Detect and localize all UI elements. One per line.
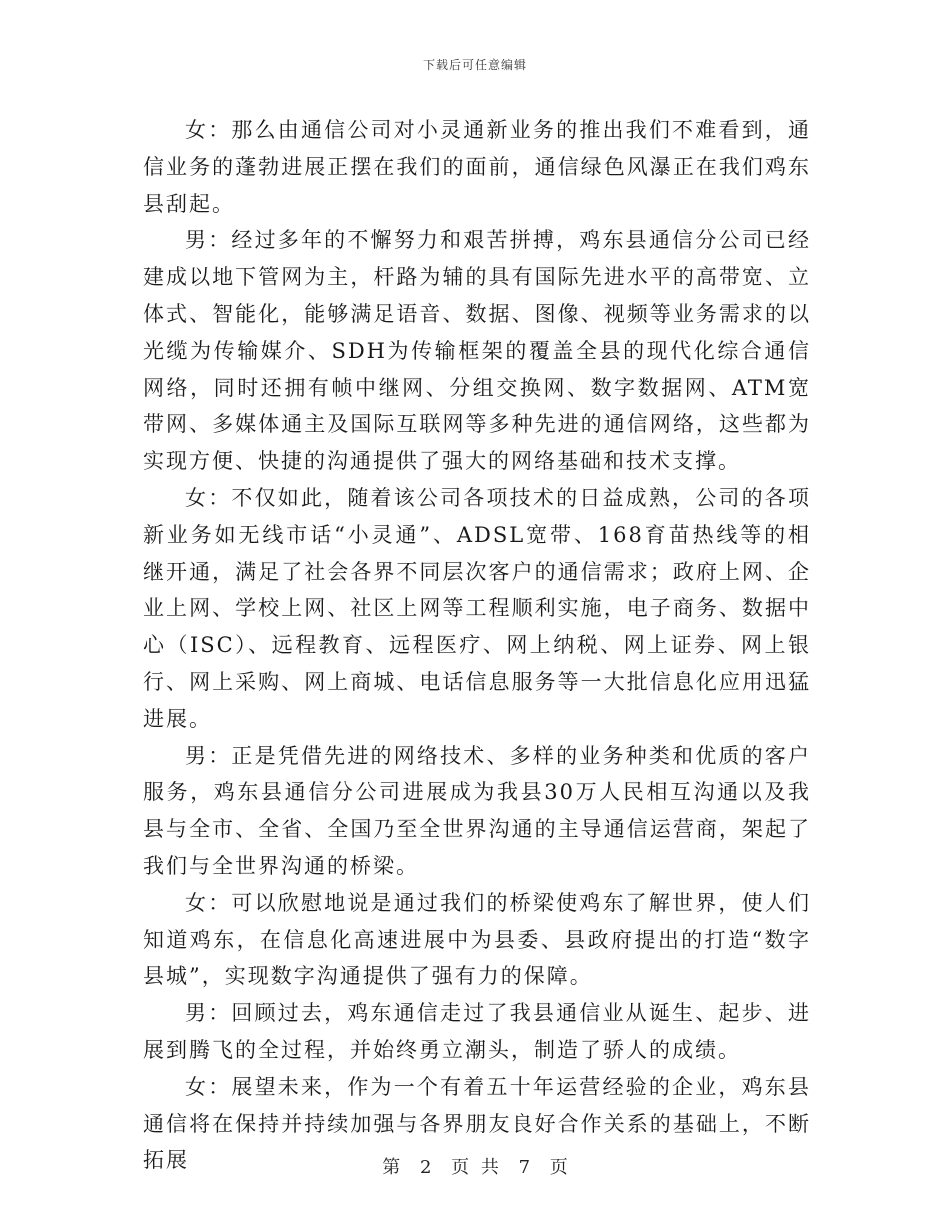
paragraph: 女：展望未来，作为一个有着五十年运营经验的企业，鸡东县通信将在保持并持续加强与各界朋友良好合作关系的基础上，不断拓展 [143,1074,811,1173]
paragraph: 女：那么由通信公司对小灵通新业务的推出我们不难看到，通信业务的蓬勃进展正摆在我们的面前，通信绿色风瀑正在我们鸡东县刮起。 [143,118,811,216]
paragraph: 男：正是凭借先进的网络技术、多样的业务种类和优质的客户服务，鸡东县通信分公司进展成为我县30万人民相互沟通以及我县与全市、全省、全国乃至全世界沟通的主导通信运营商，架起了我们与全世界沟通的桥梁。 [143,743,811,878]
page-footer [0,1153,950,1179]
current-page-number: 2 [419,1157,432,1178]
footer-suffix: 页 [549,1157,568,1178]
total-pages-number: 7 [518,1157,531,1178]
page-header: 下载后可任意编辑 [422,58,527,72]
footer-prefix: 第 [382,1157,401,1178]
paragraph: 女：不仅如此，随着该公司各项技术的日益成熟，公司的各项新业务如无线市话“小灵通”、ADSL宽带、168育苗热线等的相继开通，满足了社会各界不同层次客户的通信需求；政府上网、企业上网、学校上网、社区上网等工程顺利实施，电子商务、数据中心（ISC）、远程教育、远程医疗、网上纳税、网上证券、网上银行、网上采购、网上商城、电话信息服务等一大批信息化应用迅猛进展。 [143,485,811,731]
paragraph: 男：经过多年的不懈努力和艰苦拼搏，鸡东县通信分公司已经建成以地下管网为主，杆路为辅的具有国际先进水平的高带宽、立体式、智能化，能够满足语音、数据、图像、视频等业务需求的以光缆为传输媒介、SDH为传输框架的覆盖全县的现代化综合通信网络，同时还拥有帧中继网、分组交换网、数字数据网、ATM宽带网、多媒体通主及国际互联网等多种先进的通信网络，这些都为实现方便、快捷的沟通提供了强大的网络基础和技术支撑。 [143,228,811,474]
paragraph: 女：可以欣慰地说是通过我们的桥梁使鸡东了解世界，使人们知道鸡东，在信息化高速进展中为县委、县政府提出的打造“数字县城”，实现数字沟通提供了强有力的保障。 [143,890,811,989]
footer-middle: 页 共 [451,1157,499,1178]
document-body [143,112,811,1179]
paragraph: 男：回顾过去，鸡东通信走过了我县通信业从诞生、起步、进展到腾飞的全过程，并始终勇立潮头，制造了骄人的成绩。 [143,1001,811,1062]
